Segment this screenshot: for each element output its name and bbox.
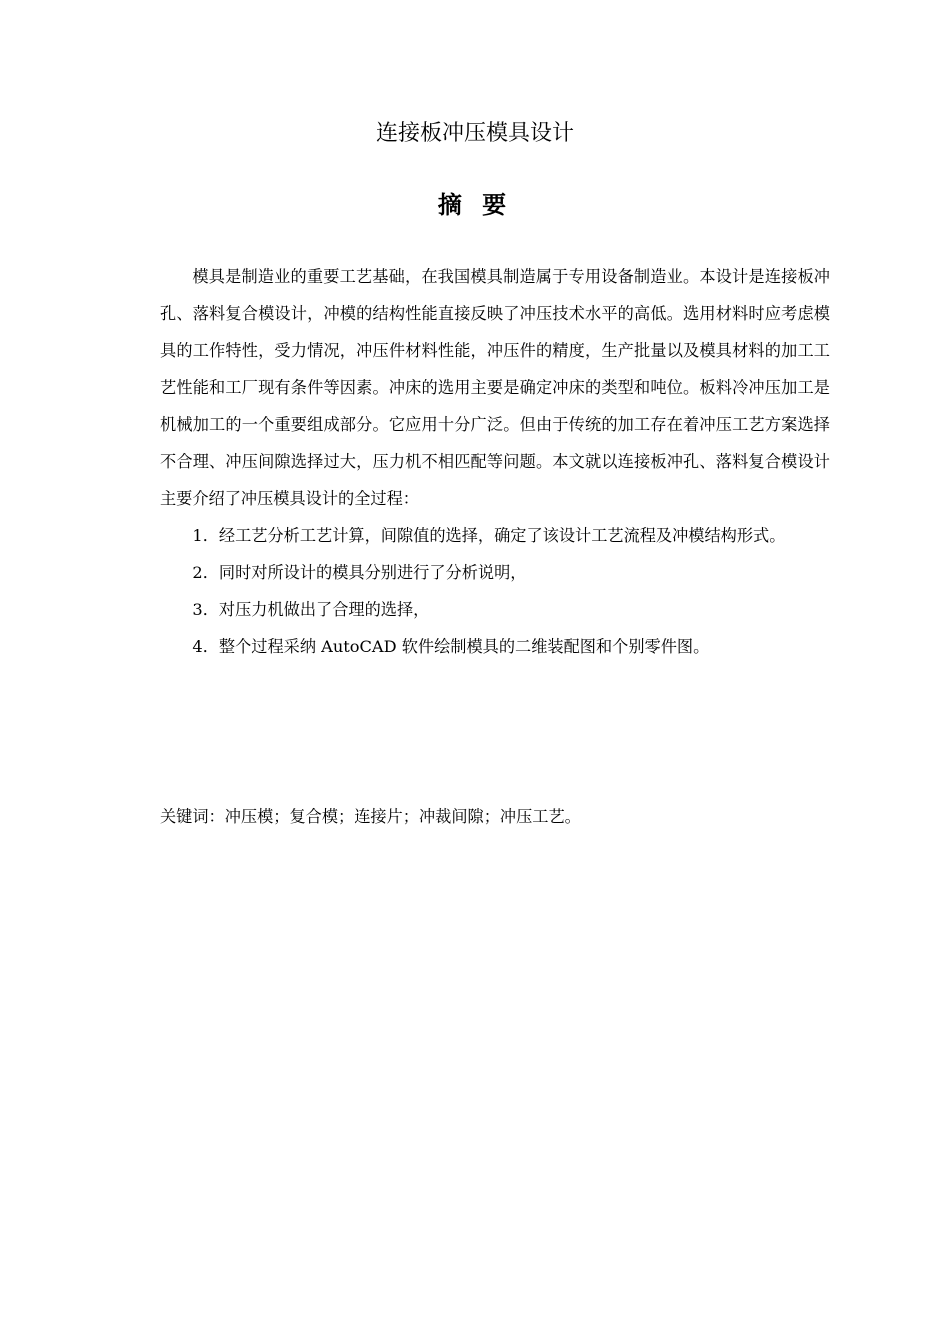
- abstract-heading: 摘 要: [437, 191, 513, 219]
- keywords-line: [160, 798, 830, 835]
- list-item-4: 4．整个过程采纳 AutoCAD 软件绘制模具的二维装配图和个别零件图。: [192, 637, 710, 656]
- list-item-2: 2．同时对所设计的模具分别进行了分析说明，: [192, 563, 527, 582]
- keywords-text: 冲压模；复合模；连接片；冲裁间隙；冲压工艺。: [224, 807, 581, 826]
- list-item-1: 1．经工艺分析工艺计算，间隙值的选择，确定了该设计工艺流程及冲模结构形式。: [192, 526, 786, 545]
- abstract-paragraph: 模具是制造业的重要工艺基础，在我国模具制造属于专用设备制造业。本设计是连接板冲孔、落料复合模设计，冲模的结构性能直接反映了冲压技术水平的高低。选用材料时应考虑模具的工作特性，受力情况，冲压件材料性能，冲压件的精度，生产批量以及模具材料的加工工艺性能和工厂现有条件等因素。冲床的选用主要是确定冲床的类型和吨位。板料冷冲压加工是机械加工的一个重要组成部分。它应用十分广泛。但由于传统的加工存在着冲压工艺方案选择不合理、冲压间隙选择过大，压力机不相匹配等问题。本文就以连接板冲孔、落料复合模设计主要介绍了冲压模具设计的全过程：: [160, 267, 830, 508]
- document-title: 连接板冲压模具设计: [375, 121, 574, 146]
- keywords-label: 关键词：: [160, 807, 225, 826]
- list-item-3: 3．对压力机做出了合理的选择，: [192, 600, 430, 619]
- abstract-body: [160, 258, 830, 665]
